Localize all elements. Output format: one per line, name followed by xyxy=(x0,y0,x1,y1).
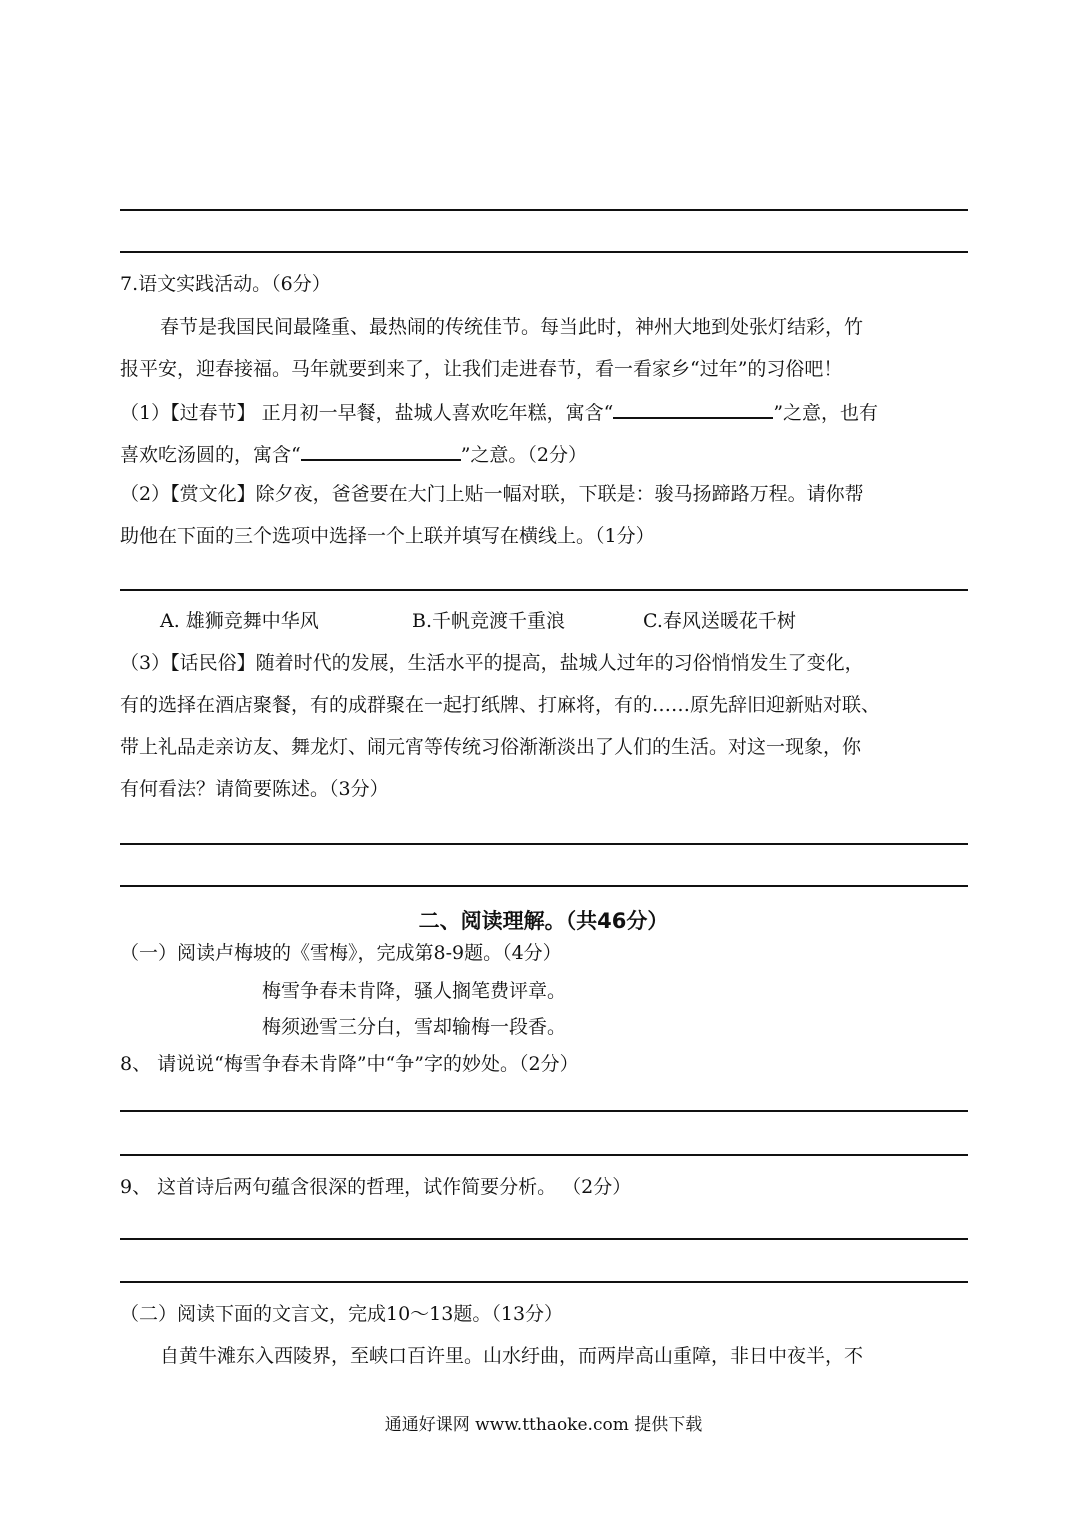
poem-line-2: 梅须逊雪三分白，雪却输梅一段香。 xyxy=(262,1016,567,1038)
option-c: C.春风送暖花千树 xyxy=(643,610,796,632)
intro-line-1: 春节是我国民间最隆重、最热闹的传统佳节。每当此时，神州大地到处张灯结彩，竹 xyxy=(160,316,864,338)
intro-line-2: 报平安，迎春接福。马年就要到来了，让我们走进春节，看一看家乡“过年”的习俗吧！ xyxy=(120,358,843,380)
option-a: A. 雄狮竞舞中华风 xyxy=(160,610,319,632)
part-1-line-1 xyxy=(120,399,878,424)
answer-line xyxy=(120,251,968,253)
reading-part-2-intro: （二）阅读下面的文言文，完成10～13题。（13分） xyxy=(120,1303,564,1325)
fill-blank-2[interactable] xyxy=(301,441,461,461)
part-2-line-2: 助他在下面的三个选项中选择一个上联并填写在横线上。（1分） xyxy=(120,525,655,547)
question-8: 8、 请说说“梅雪争春未肯降”中“争”字的妙处。（2分） xyxy=(120,1053,579,1075)
answer-line xyxy=(120,885,968,887)
question-7-title: 7.语文实践活动。（6分） xyxy=(120,273,331,295)
answer-line xyxy=(120,1281,968,1283)
part-2-line-1: （2）【赏文化】除夕夜，爸爸要在大门上贴一幅对联，下联是：骏马扬蹄路万程。请你帮 xyxy=(120,483,864,505)
part-3-line-4: 有何看法？请简要陈述。（3分） xyxy=(120,778,389,800)
part-1-line-2 xyxy=(120,441,587,466)
answer-line xyxy=(120,589,968,591)
question-9: 9、 这首诗后两句蕴含很深的哲理，试作简要分析。 （2分） xyxy=(120,1176,632,1198)
section-heading: 二、阅读理解。（共46分） xyxy=(418,909,669,933)
answer-line xyxy=(120,209,968,211)
option-b: B.千帆竞渡千重浪 xyxy=(412,610,566,632)
answer-line xyxy=(120,843,968,845)
part-1-text-a: （1）【过春节】 正月初一早餐，盐城人喜欢吃年糕，寓含“ xyxy=(120,402,614,424)
part-1-text-c: 喜欢吃汤圆的，寓含“ xyxy=(120,444,301,466)
reading-part-1-intro: （一）阅读卢梅坡的《雪梅》，完成第8-9题。（4分） xyxy=(120,942,562,964)
classical-passage: 自黄牛滩东入西陵界，至峡口百许里。山水纡曲，而两岸高山重障，非日中夜半，不 xyxy=(160,1345,864,1367)
answer-line xyxy=(120,1154,968,1156)
poem-line-1: 梅雪争春未肯降，骚人搁笔费评章。 xyxy=(262,980,567,1002)
answer-line xyxy=(120,1110,968,1112)
fill-blank-1[interactable] xyxy=(613,399,773,419)
part-3-line-3: 带上礼品走亲访友、舞龙灯、闹元宵等传统习俗渐渐淡出了人们的生活。对这一现象，你 xyxy=(120,736,862,758)
part-1-text-d: ”之意。（2分） xyxy=(460,444,588,466)
answer-line xyxy=(120,1238,968,1240)
part-3-line-1: （3）【话民俗】随着时代的发展，生活水平的提高，盐城人过年的习俗悄悄发生了变化， xyxy=(120,652,864,674)
part-1-text-b: ”之意，也有 xyxy=(773,402,879,424)
page-footer: 通通好课网 www.tthaoke.com 提供下载 xyxy=(384,1415,703,1435)
part-3-line-2: 有的选择在酒店聚餐，有的成群聚在一起打纸牌、打麻将，有的……原先辞旧迎新贴对联、 xyxy=(120,694,881,716)
